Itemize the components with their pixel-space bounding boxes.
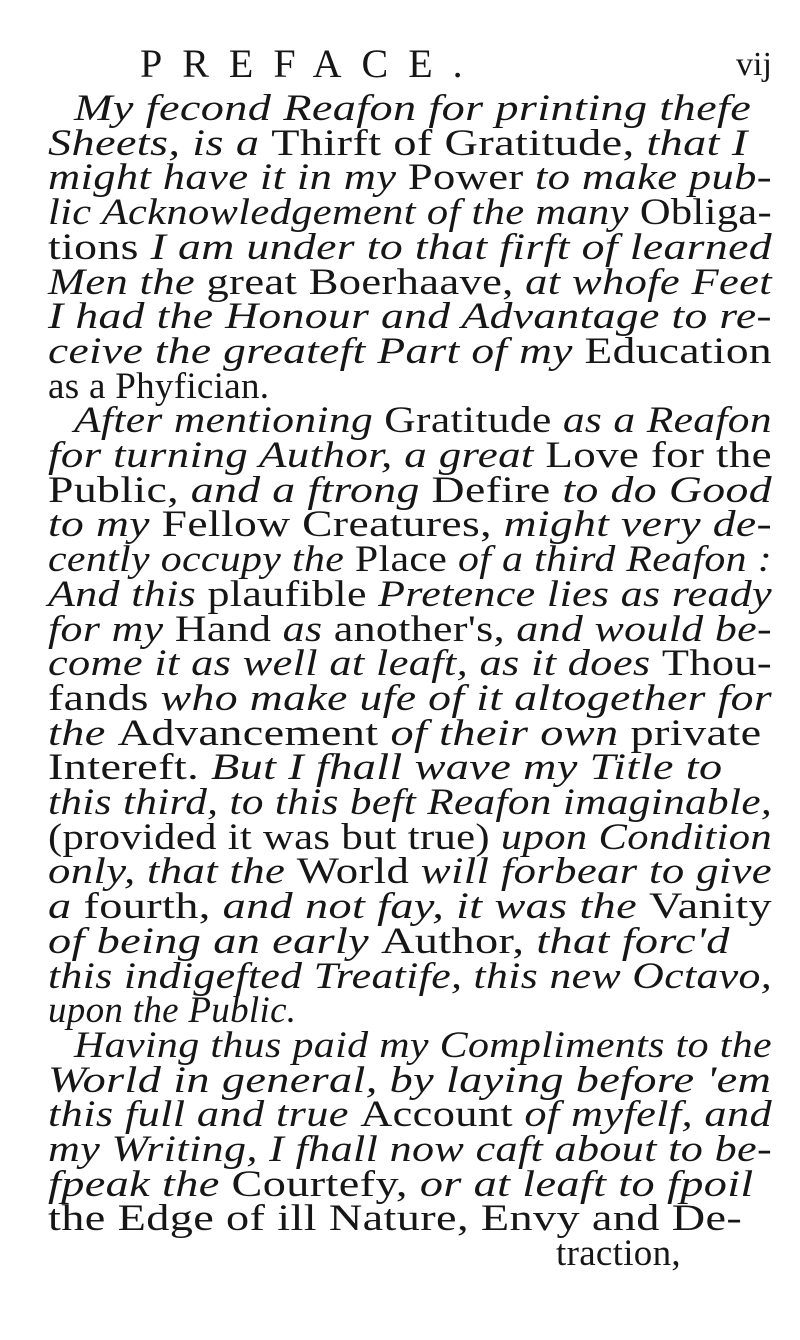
text-line	[48, 157, 772, 199]
text-line	[48, 539, 773, 581]
text-line	[48, 226, 772, 268]
roman-run: Hand	[174, 608, 283, 650]
roman-run: Thou-	[661, 643, 772, 685]
roman-run: (provided it was but true)	[48, 816, 501, 858]
italic-run: upon Condition	[500, 816, 772, 858]
text-line	[48, 1198, 743, 1240]
roman-run: Gratitude	[384, 400, 563, 442]
italic-run: of their own	[390, 712, 631, 754]
text-line	[48, 990, 297, 1032]
italic-run: to make pub-	[535, 157, 772, 199]
italic-run: of being an early	[48, 920, 382, 962]
italic-run: will forbear to give	[420, 851, 772, 893]
italic-run: as a Reafon	[562, 400, 772, 442]
text-line	[556, 1233, 681, 1275]
text-line	[48, 1094, 772, 1136]
italic-run: might have it in my	[48, 157, 408, 199]
text-line	[48, 192, 773, 234]
text-line	[48, 920, 730, 962]
text-line	[48, 296, 773, 338]
italic-run: to do Good	[562, 469, 772, 511]
text-line	[48, 816, 772, 858]
text-line	[48, 608, 772, 650]
italic-run: as	[282, 608, 334, 650]
italic-run: at whofe Feet	[525, 261, 772, 303]
italic-run: a	[48, 886, 84, 928]
roman-run: Fellow Creatures,	[161, 504, 504, 546]
italic-run: for my	[48, 608, 175, 650]
roman-run: Thirft of Gratitude,	[271, 122, 647, 164]
text-line	[48, 573, 772, 615]
italic-run: But I fhall wave my Title to	[210, 747, 723, 789]
roman-run: great Boerhaave,	[206, 261, 526, 303]
roman-run: as a Phyfician.	[48, 365, 270, 407]
text-line	[48, 851, 772, 893]
text-line	[48, 261, 772, 303]
italic-run: the	[48, 712, 118, 754]
italic-run: and not fay, it was the	[222, 886, 650, 928]
text-line	[48, 469, 772, 511]
roman-run: Obliga-	[639, 192, 773, 234]
roman-run: Education	[584, 330, 772, 372]
roman-run: Vanity	[649, 886, 772, 928]
italic-run: lic Acknowledgement of the many	[48, 192, 640, 234]
italic-run: and a ftrong	[190, 469, 432, 511]
text-line	[48, 886, 772, 928]
roman-run: Love for the	[545, 435, 772, 476]
italic-run: fpeak the	[48, 1163, 232, 1205]
roman-run: Intereft.	[48, 747, 211, 789]
italic-run: cently occupy the	[48, 539, 355, 581]
italic-run: After mentioning	[74, 400, 385, 442]
italic-run: this third, to this beft Reafon imaginable,	[48, 782, 772, 823]
italic-run: And this	[48, 573, 208, 615]
text-line	[48, 122, 748, 164]
roman-run: the Edge of ill Nature, Envy and De-	[48, 1198, 743, 1240]
italic-run: come it as well at leaft, as it does	[48, 643, 662, 685]
text-line	[48, 955, 772, 997]
roman-run: Power	[407, 157, 536, 199]
italic-run: of a third Reafon :	[458, 539, 773, 581]
italic-run: of myfelf, and	[524, 1094, 772, 1136]
text-line	[48, 712, 762, 754]
italic-run: Men the	[48, 261, 207, 303]
text-line	[48, 330, 772, 372]
text-line	[48, 747, 723, 789]
text-line	[48, 1131, 772, 1168]
italic-run: World in general, by laying before 'em	[48, 1059, 772, 1101]
italic-run: that I	[646, 122, 748, 164]
roman-run: traction,	[556, 1233, 681, 1275]
italic-run: upon the Public.	[48, 990, 297, 1032]
running-header: PREFACE.	[140, 41, 483, 86]
italic-run: Sheets, is a	[48, 122, 272, 164]
italic-run: this full and true	[48, 1094, 361, 1136]
text-line	[48, 677, 773, 719]
italic-run: only, that the	[48, 851, 297, 893]
page-number: vij	[736, 46, 772, 83]
roman-run: fourth,	[83, 886, 223, 928]
text-line	[48, 437, 772, 474]
italic-run: or at leaft to fpoil	[419, 1163, 754, 1205]
italic-run: and would be-	[516, 608, 772, 650]
italic-run: Pretence lies as ready	[378, 573, 772, 615]
roman-run: another's,	[333, 608, 517, 650]
roman-run: Public,	[48, 469, 191, 511]
text-line	[74, 400, 772, 442]
text-line	[74, 90, 751, 127]
roman-run: Courtefy,	[231, 1163, 420, 1205]
italic-run: that forc'd	[536, 920, 730, 962]
text-line	[74, 1024, 772, 1066]
italic-run: my Writing, I fhall now caft about to be-	[48, 1129, 773, 1170]
italic-run: for turning Author, a great	[48, 435, 546, 476]
roman-run: plaufible	[207, 573, 379, 615]
italic-run: I had the Honour and Advantage to re-	[48, 296, 773, 338]
roman-run: private	[630, 712, 762, 754]
text-line	[48, 643, 772, 685]
text-line	[48, 1059, 772, 1101]
italic-run: who make ufe of it altogether for	[160, 677, 773, 719]
italic-run: Having thus paid my Compliments to the	[74, 1024, 772, 1066]
roman-run: Defire	[431, 469, 563, 511]
italic-run: might very de-	[503, 504, 772, 546]
roman-run: Author,	[381, 920, 537, 962]
roman-run: Account	[360, 1094, 525, 1136]
italic-run: this indigefted Treatife, this new Octavo,	[48, 955, 772, 997]
text-line	[48, 504, 772, 546]
roman-run: fands	[48, 677, 161, 719]
italic-run: to my	[48, 504, 162, 546]
text-line	[48, 365, 270, 407]
italic-run: My fecond Reafon for printing thefe	[74, 88, 752, 129]
roman-run: Place	[354, 539, 459, 581]
text-line	[48, 784, 772, 821]
roman-run: Advancement	[117, 712, 391, 754]
italic-run: I am under to that firft of learned	[150, 226, 772, 268]
text-line	[48, 1163, 754, 1205]
italic-run: ceive the greateft Part of my	[48, 330, 585, 372]
roman-run: tions	[48, 226, 151, 268]
roman-run: World	[296, 851, 421, 893]
